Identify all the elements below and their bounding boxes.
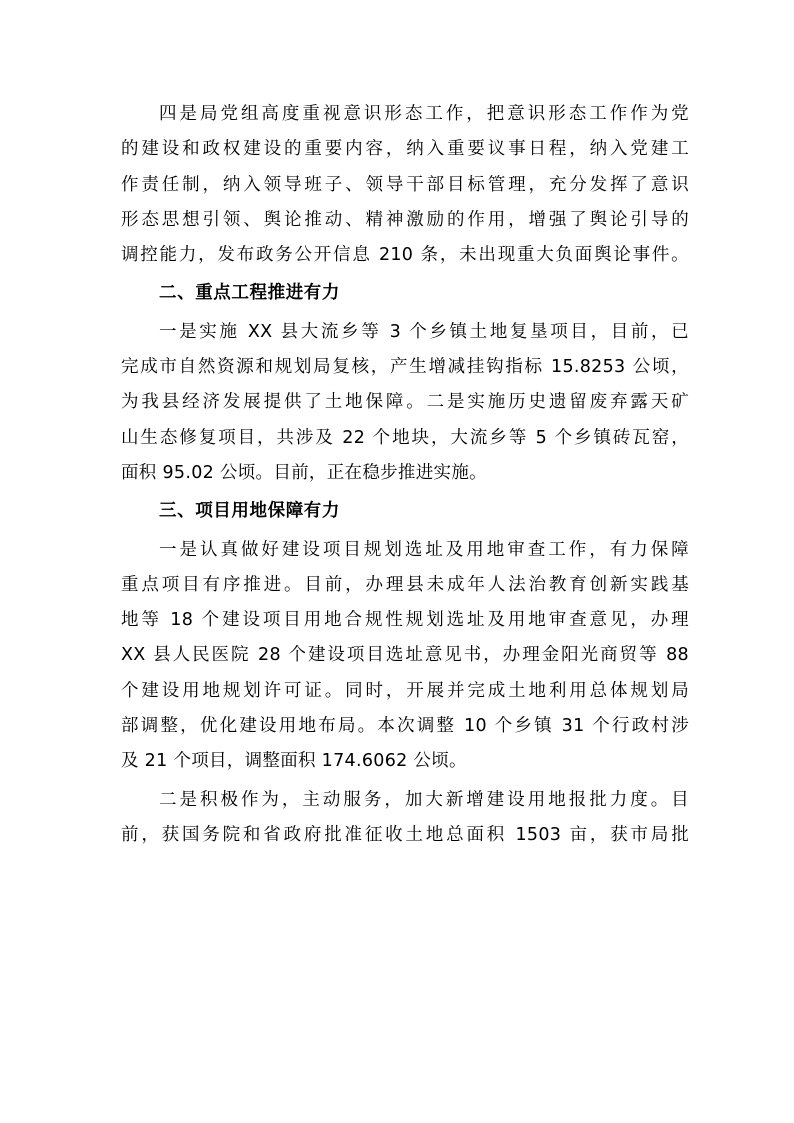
document-body [121, 97, 689, 853]
text-line: 为我县经济发展提供了土地保障。二是实施历史遗留废弃露天矿 [121, 392, 689, 413]
text-line: 作责任制，纳入领导班子、领导干部目标管理，充分发挥了意识 [121, 174, 689, 195]
text-line: 山生态修复项目，共涉及 22 个地块，大流乡等 5 个乡镇砖瓦窑， [121, 427, 689, 448]
text-line: XX 县人民医院 28 个建设项目选址意见书，办理金阳光商贸等 88 [121, 645, 689, 666]
text-line: 四是局党组高度重视意识形态工作，把意识形态工作作为党 [159, 104, 689, 124]
text-line: 形态思想引领、舆论推动、精神激励的作用，增强了舆论引导的 [121, 209, 689, 230]
text-line: 面积 95.02 公顷。目前，正在稳步推进实施。 [121, 462, 487, 483]
text-line: 一是认真做好建设项目规划选址及用地审查工作，有力保障 [159, 539, 689, 560]
text-line: 地等 18 个建设项目用地合规性规划选址及用地审查意见，办理 [121, 610, 689, 631]
text-line: 的建设和政权建设的重要内容，纳入重要议事日程，纳入党建工 [121, 139, 689, 160]
text-line: 部调整，优化建设用地布局。本次调整 10 个乡镇 31 个行政村涉 [121, 716, 689, 737]
paragraph-site-selection [121, 533, 689, 780]
text-line: 个建设用地规划许可证。同时，开展并完成土地利用总体规划局 [121, 680, 689, 701]
text-line: 前，获国务院和省政府批准征收土地总面积 1503 亩，获市局批 [121, 824, 689, 845]
paragraph-ideology-work [121, 97, 689, 273]
text-line: 调控能力，发布政务公开信息 210 条，未出现重大负面舆论事件。 [121, 245, 689, 266]
text-line: 及 21 个项目，调整面积 174.6062 公顷。 [121, 751, 467, 772]
text-line: 完成市自然资源和规划局复核，产生增减挂钩指标 15.8253 公顷， [121, 357, 689, 378]
section-heading-key-projects: 二、重点工程推进有力 [159, 283, 340, 304]
paragraph-land-approval [121, 783, 689, 854]
section-heading-land-use: 三、项目用地保障有力 [159, 501, 340, 522]
text-line: 重点项目有序推进。目前，办理县未成年人法治教育创新实践基 [121, 574, 689, 595]
paragraph-key-projects [121, 315, 689, 491]
text-line: 二是积极作为，主动服务，加大新增建设用地报批力度。目 [159, 789, 689, 810]
text-line: 一是实施 XX 县大流乡等 3 个乡镇土地复垦项目，目前，已 [159, 321, 689, 342]
